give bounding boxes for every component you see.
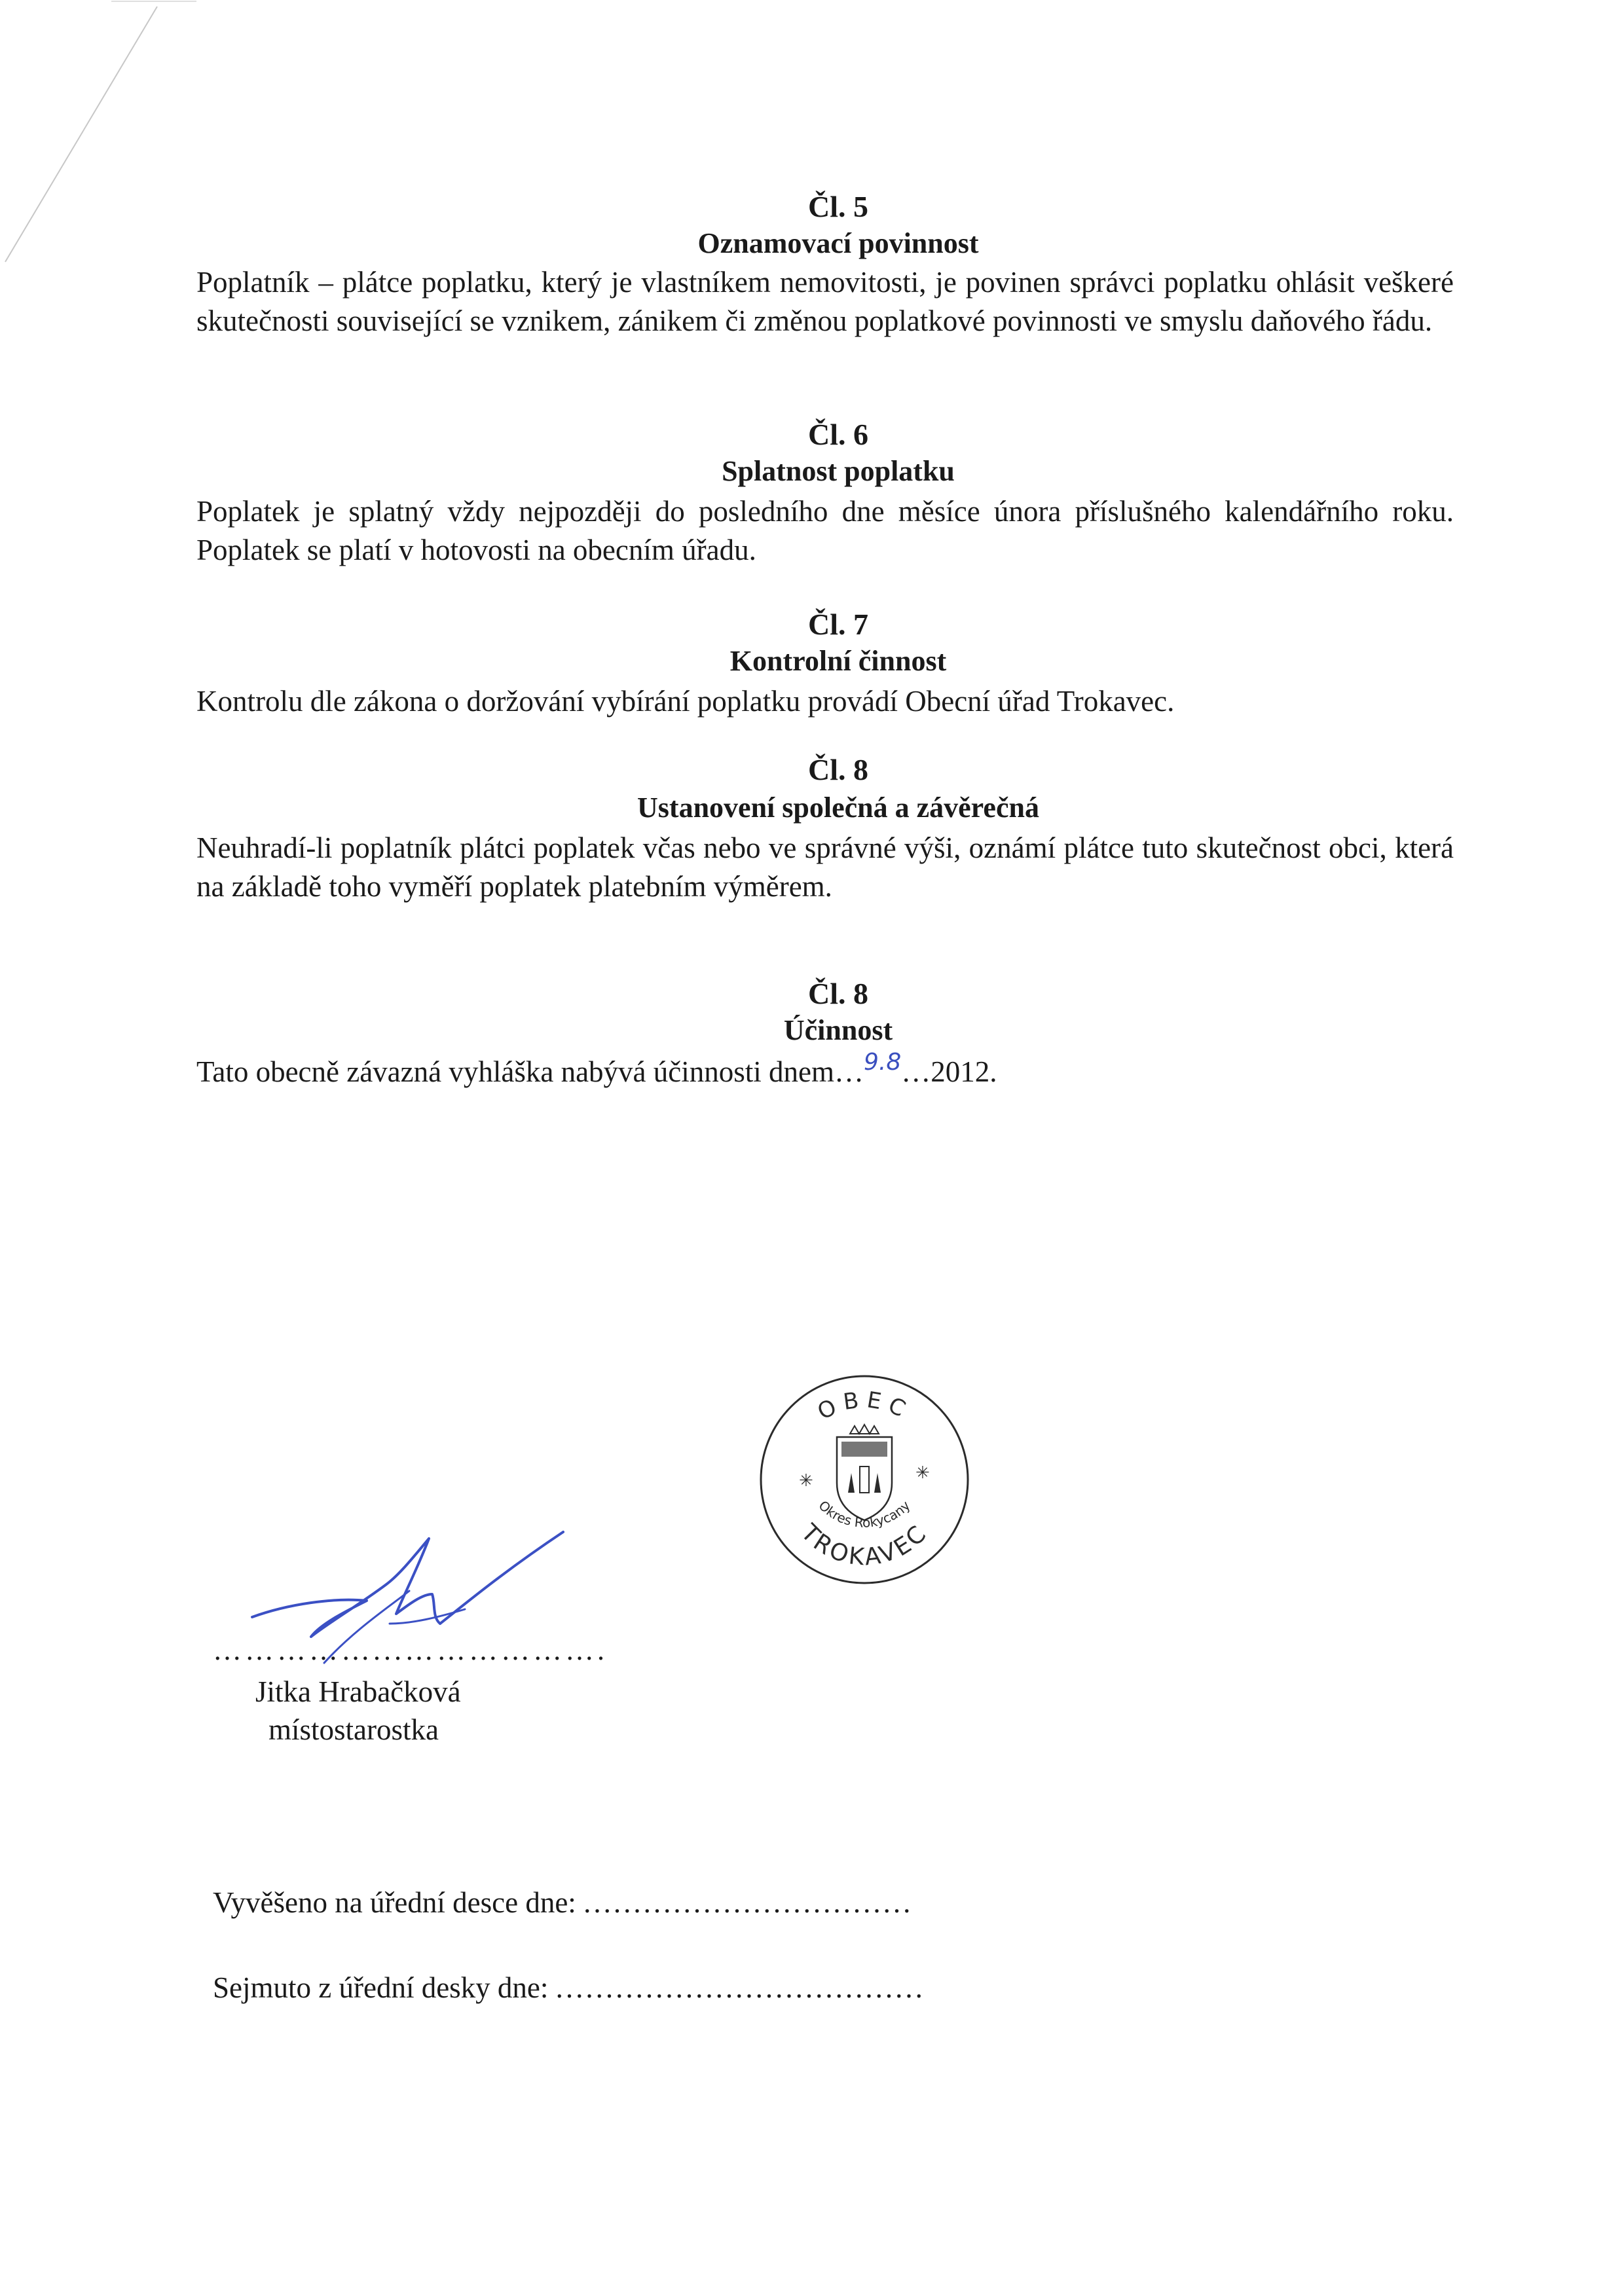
signatory-name: Jitka Hrabačková <box>255 1675 461 1708</box>
stamp-star-left-icon: ✳ <box>799 1471 813 1491</box>
article-6-text: Poplatek je splatný vždy nejpozději do posledního dne měsíce února příslušného kalendářního roku. Poplatek se platí v hotovosti na obecním úřadu. <box>196 495 1454 566</box>
article-5-text: Poplatník – plátce poplatku, který je vlastníkem nemovitosti, je povinen správci poplatku ohlásit veškeré skutečnosti související se vznikem, zánikem či změnou poplatkové povinnosti ve smyslu daňového řádu. <box>196 266 1454 337</box>
effectiveness-year: 2012. <box>931 1055 997 1088</box>
article-8-number: Čl. 8 <box>808 753 868 786</box>
article-7-title: Kontrolní činnost <box>729 645 947 677</box>
article-7-number: Čl. 7 <box>808 608 868 641</box>
date-dots-right: … <box>901 1055 931 1088</box>
svg-text:Okres Rokycany <box>815 1497 913 1531</box>
article-6-title: Splatnost poplatku <box>722 455 955 487</box>
article-8-text: Neuhradí-li poplatník plátci poplatek včas nebo ve správné výši, oznámí plátce tuto skutečnost obci, která na základě toho vyměří poplatek platebním výměrem. <box>196 831 1454 903</box>
article-8b-text <box>196 1049 1454 1093</box>
signatory-role: místostarostka <box>268 1713 439 1746</box>
stamp-top-text: OBEC <box>813 1387 915 1426</box>
stamp-district-text: Okres Rokycany <box>815 1497 913 1531</box>
article-5-number: Čl. 5 <box>808 190 868 223</box>
municipal-stamp <box>753 1368 976 1591</box>
removed-date-dots: ..................................... <box>555 1971 925 2004</box>
article-8b-title: Účinnost <box>783 1014 893 1046</box>
posted-on-board-line <box>213 1886 913 1920</box>
stamp-bottom-text: TROKAVEC <box>796 1519 933 1571</box>
article-8b-number: Čl. 8 <box>808 977 868 1010</box>
handwritten-date: 9.8 <box>863 1049 902 1076</box>
article-7-text: Kontrolu dle zákona o doržování vybírání poplatku provádí Obecní úřad Trokavec. <box>196 685 1175 718</box>
posted-date-dots: ................................. <box>583 1886 913 1919</box>
article-6-number: Čl. 6 <box>808 418 868 451</box>
signature-line: ……………...………………. <box>213 1634 608 1666</box>
svg-text:OBEC <box>813 1387 915 1425</box>
article-5-title: Oznamovací povinnost <box>697 227 979 259</box>
date-dots-left: … <box>834 1055 864 1088</box>
stamp-star-right-icon: ✳ <box>915 1463 930 1483</box>
article-8-title: Ustanovení společná a závěrečná <box>637 792 1039 824</box>
effectiveness-text: Tato obecně závazná vyhláška nabývá účinnosti dnem <box>196 1055 834 1088</box>
removed-label: Sejmuto z úřední desky dne: <box>213 1971 549 2004</box>
posted-label: Vyvěšeno na úřední desce dne: <box>213 1886 576 1919</box>
coat-of-arms-icon <box>837 1425 892 1520</box>
removed-from-board-line <box>213 1971 925 2005</box>
